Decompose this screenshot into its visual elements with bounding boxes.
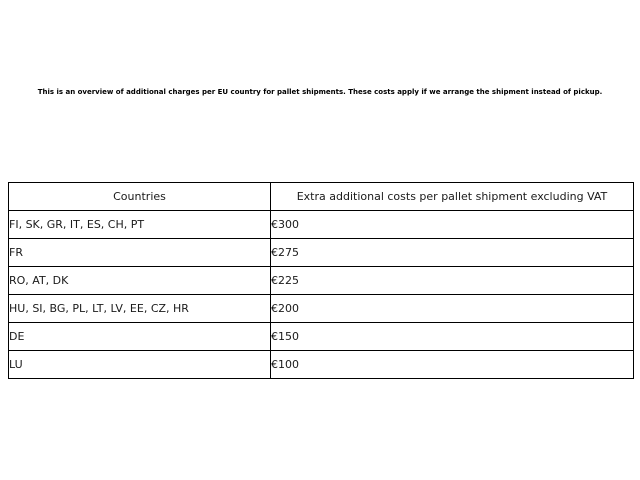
cost-cell: €100 [271, 351, 634, 379]
cost-cell: €150 [271, 323, 634, 351]
costs-column-header: Extra additional costs per pallet shipment excluding VAT [271, 183, 634, 211]
table-row [9, 267, 634, 295]
table-row [9, 295, 634, 323]
countries-cell: HU, SI, BG, PL, LT, LV, EE, CZ, HR [9, 295, 271, 323]
countries-column-header: Countries [9, 183, 271, 211]
countries-cell: FR [9, 239, 271, 267]
table-row [9, 323, 634, 351]
countries-cell: RO, AT, DK [9, 267, 271, 295]
countries-cell: FI, SK, GR, IT, ES, CH, PT [9, 211, 271, 239]
countries-cell: DE [9, 323, 271, 351]
cost-cell: €200 [271, 295, 634, 323]
charges-table [8, 182, 634, 379]
table-row [9, 211, 634, 239]
cost-cell: €300 [271, 211, 634, 239]
intro-note: This is an overview of additional charges per EU country for pallet shipments. These costs apply if we arrange the shipment instead of pickup. [37, 88, 603, 96]
table-row [9, 239, 634, 267]
cost-cell: €225 [271, 267, 634, 295]
table-header-row [9, 183, 634, 211]
cost-cell: €275 [271, 239, 634, 267]
countries-cell: LU [9, 351, 271, 379]
table-row [9, 351, 634, 379]
